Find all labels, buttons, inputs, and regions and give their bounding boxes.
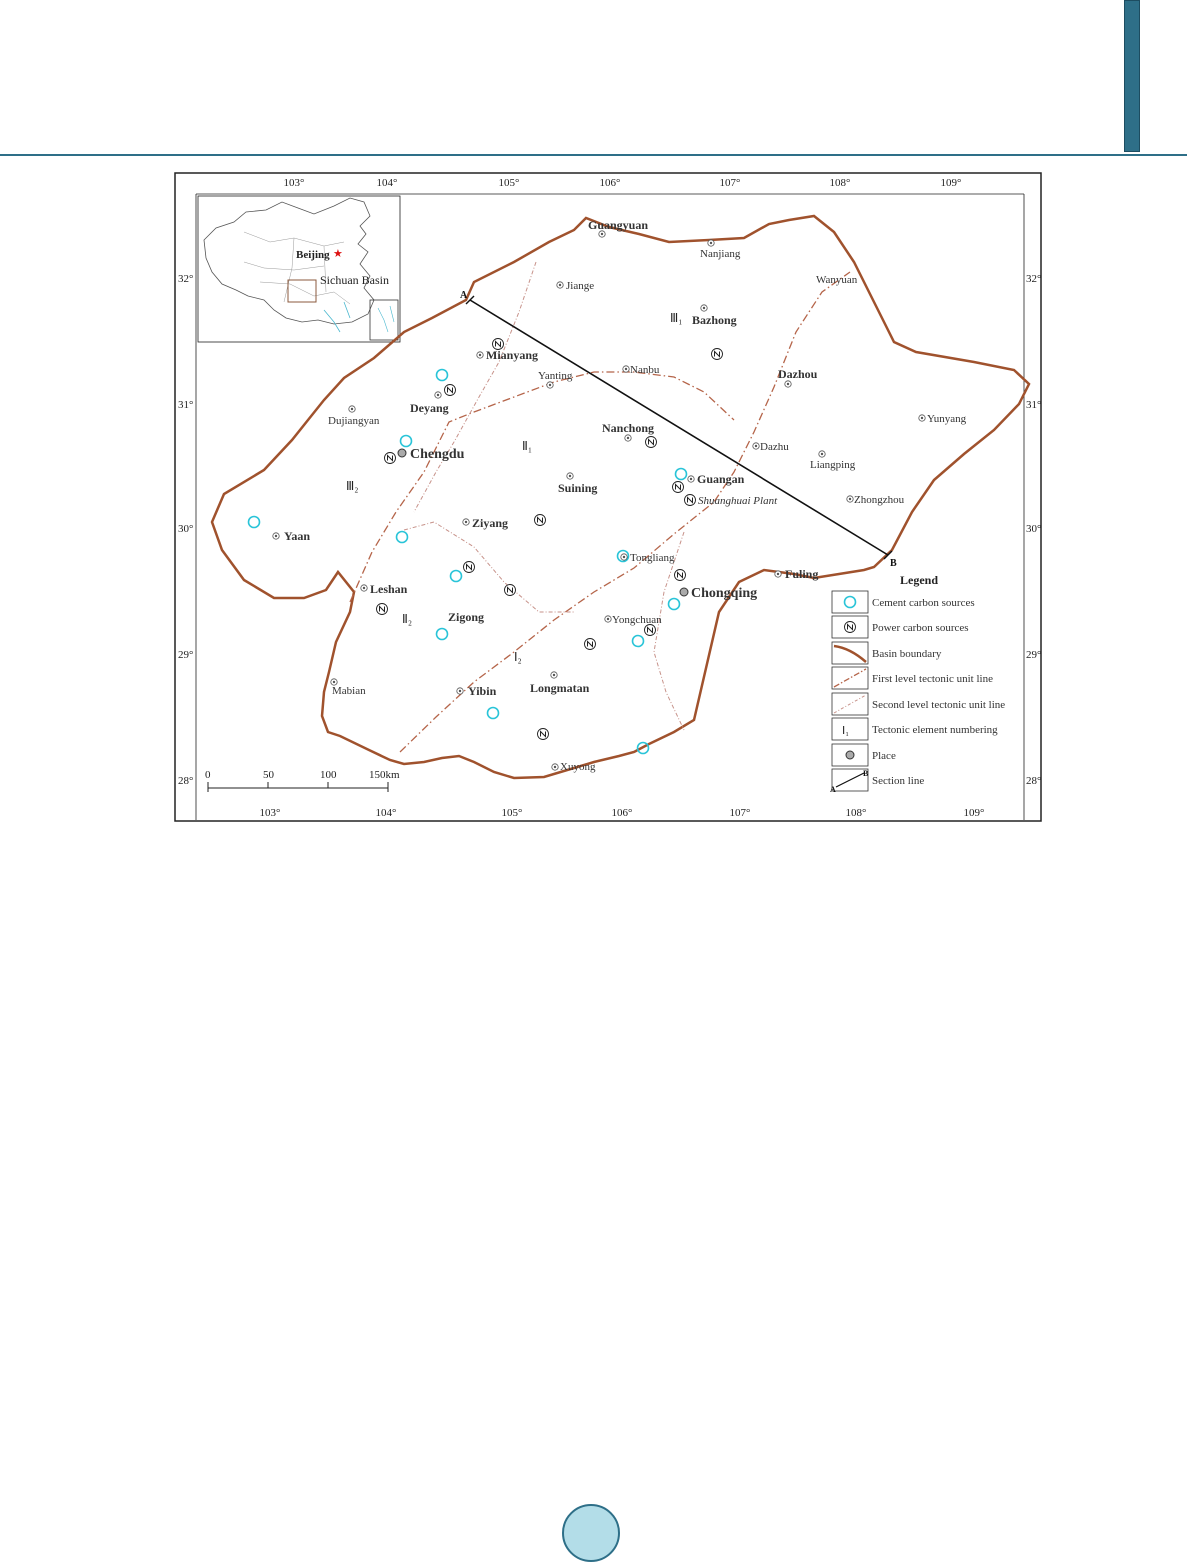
power-source-icon — [377, 604, 388, 615]
left-tick: 29° — [178, 649, 194, 661]
right-tick: 28° — [1026, 775, 1042, 787]
power-source-icon — [535, 515, 546, 526]
legend-section-a: A — [830, 785, 836, 794]
label-zigong: Zigong — [448, 610, 485, 624]
label-jiange: Jiange — [566, 280, 595, 292]
place-icon — [457, 688, 463, 694]
scale-tick: 0 — [205, 769, 211, 781]
place-icon — [273, 533, 279, 539]
place-icon — [398, 449, 406, 457]
bottom-tick: 109° — [963, 807, 985, 819]
legend-power-icon — [845, 622, 856, 633]
label-mianyang: Mianyang — [486, 348, 539, 362]
place-icon — [688, 476, 694, 482]
power-source-icon — [646, 437, 657, 448]
label-yaan: Yaan — [284, 529, 311, 543]
top-tick: 106° — [599, 177, 621, 189]
label-deyang: Deyang — [410, 401, 449, 415]
page-number-circle — [562, 1504, 620, 1562]
place-icon — [605, 616, 611, 622]
top-tick: 109° — [940, 177, 962, 189]
scale-tick: 150km — [369, 769, 400, 781]
place-icon — [819, 451, 825, 457]
power-source-icon — [445, 385, 456, 396]
unit-label: Ⅱ₁ — [522, 439, 533, 453]
power-source-icon — [712, 349, 723, 360]
inset-sichuan-label: Sichuan Basin — [320, 273, 389, 287]
sichuan-basin-map — [174, 172, 1042, 822]
top-tick: 103° — [283, 177, 305, 189]
label-chengdu: Chengdu — [410, 447, 465, 462]
place-icon — [753, 443, 759, 449]
label-guangyuan: Guangyuan — [588, 218, 649, 232]
legend-item: Tectonic element numbering — [872, 724, 998, 736]
label-ziyang: Ziyang — [472, 516, 509, 530]
power-source-icon — [385, 453, 396, 464]
legend-title: Legend — [900, 573, 939, 587]
scale-tick: 50 — [263, 769, 274, 781]
top-tick: 104° — [376, 177, 398, 189]
top-tick: 108° — [829, 177, 851, 189]
label-fuling: Fuling — [785, 567, 819, 581]
label-guangan: Guangan — [697, 472, 745, 486]
left-tick: 28° — [178, 775, 194, 787]
label-liangping: Liangping — [810, 459, 856, 471]
label-shuanghuai-plant: Shuanghuai Plant — [698, 495, 778, 507]
right-tick: 32° — [1026, 273, 1042, 285]
section-end-label: B — [890, 558, 897, 569]
map-svg — [174, 172, 1042, 822]
label-xuyong: Xuyong — [560, 761, 596, 773]
bottom-tick: 103° — [259, 807, 281, 819]
left-tick: 30° — [178, 523, 194, 535]
power-source-icon — [538, 729, 549, 740]
place-icon — [775, 571, 781, 577]
power-source-icon — [645, 625, 656, 636]
power-source-icon — [505, 585, 516, 596]
place-icon — [547, 382, 553, 388]
power-source-icon — [675, 570, 686, 581]
place-icon — [361, 585, 367, 591]
bottom-tick: 106° — [611, 807, 633, 819]
legend-item: Power carbon sources — [872, 622, 969, 634]
place-icon — [621, 554, 627, 560]
power-source-icon — [685, 495, 696, 506]
power-source-icon — [585, 639, 596, 650]
unit-label: Ⅱ₂ — [402, 612, 413, 626]
inset-china-map — [198, 196, 400, 342]
place-icon — [625, 435, 631, 441]
label-dazhou: Dazhou — [778, 367, 818, 381]
label-yanting: Yanting — [538, 370, 573, 382]
place-icon — [349, 406, 355, 412]
label-yunyang: Yunyang — [927, 413, 967, 425]
bottom-tick: 107° — [729, 807, 751, 819]
label-dazhu: Dazhu — [760, 441, 789, 453]
place-icon — [557, 282, 563, 288]
label-zhongzhou: Zhongzhou — [854, 494, 905, 506]
right-tick: 30° — [1026, 523, 1042, 535]
place-icon — [551, 672, 557, 678]
label-longmatan: Longmatan — [530, 681, 590, 695]
legend-item: First level tectonic unit line — [872, 673, 993, 685]
unit-label: Ⅲ₁ — [670, 311, 683, 325]
legend-item: Basin boundary — [872, 648, 942, 660]
place-icon — [708, 240, 714, 246]
section-start-label: A — [460, 290, 468, 301]
left-tick: 31° — [178, 399, 194, 411]
place-icon — [623, 366, 629, 372]
legend-item: Cement carbon sources — [872, 597, 975, 609]
beijing-star-icon: ★ — [333, 248, 343, 260]
legend-item: Second level tectonic unit line — [872, 699, 1006, 711]
right-tick: 31° — [1026, 399, 1042, 411]
unit-label: Ⅲ₂ — [346, 479, 359, 493]
label-tongliang: Tongliang — [630, 552, 675, 564]
label-mabian: Mabian — [332, 685, 366, 697]
label-bazhong: Bazhong — [692, 313, 737, 327]
inset-beijing-label: Beijing — [296, 249, 330, 261]
place-icon — [435, 392, 441, 398]
place-icon — [847, 496, 853, 502]
legend-section-b: B — [863, 769, 869, 778]
power-source-icon — [464, 562, 475, 573]
place-icon — [785, 381, 791, 387]
left-tick: 32° — [178, 273, 194, 285]
place-icon — [567, 473, 573, 479]
label-dujiangyan: Dujiangyan — [328, 415, 380, 427]
label-leshan: Leshan — [370, 582, 408, 596]
bottom-tick: 105° — [501, 807, 523, 819]
label-nanchong: Nanchong — [602, 421, 655, 435]
header-rule — [0, 154, 1187, 156]
place-icon — [680, 588, 688, 596]
bottom-tick: 108° — [845, 807, 867, 819]
scale-tick: 100 — [320, 769, 337, 781]
label-yongchuan: Yongchuan — [612, 614, 662, 626]
label-yibin: Yibin — [468, 684, 497, 698]
legend-item: Section line — [872, 775, 925, 787]
unit-label: Ⅰ₂ — [514, 650, 522, 664]
legend-place-icon — [846, 751, 854, 759]
label-nanbu: Nanbu — [630, 364, 660, 376]
header-tab — [1124, 0, 1140, 152]
right-tick: 29° — [1026, 649, 1042, 661]
top-tick: 105° — [498, 177, 520, 189]
legend-numbering-icon: Ⅰ₁ — [842, 725, 850, 737]
label-suining: Suining — [558, 481, 598, 495]
label-nanjiang: Nanjiang — [700, 248, 741, 260]
power-source-icon — [673, 482, 684, 493]
place-icon — [919, 415, 925, 421]
place-icon — [463, 519, 469, 525]
label-wanyuan: Wanyuan — [816, 274, 858, 286]
label-chongqing: Chongqing — [691, 586, 758, 601]
top-tick: 107° — [719, 177, 741, 189]
place-icon — [552, 764, 558, 770]
place-icon — [701, 305, 707, 311]
bottom-tick: 104° — [375, 807, 397, 819]
place-icon — [477, 352, 483, 358]
legend-item: Place — [872, 750, 896, 762]
